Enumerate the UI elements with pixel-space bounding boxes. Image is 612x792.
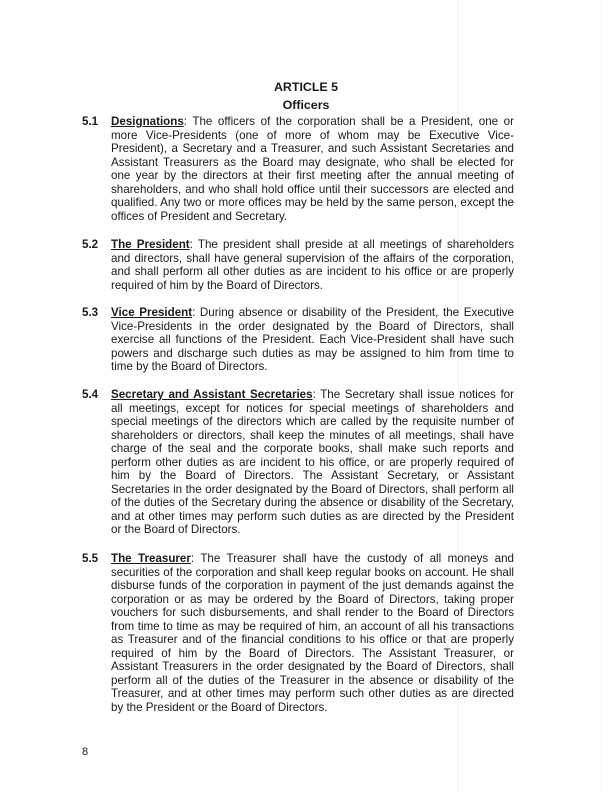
section-5-1 <box>82 115 514 223</box>
section-number: 5.3 <box>82 306 99 319</box>
section-5-5 <box>82 552 514 715</box>
section-body <box>111 238 514 292</box>
section-5-2 <box>82 238 514 292</box>
section-5-4 <box>82 388 514 537</box>
article-title: ARTICLE 5 <box>273 80 339 94</box>
page-number: 8 <box>82 746 89 758</box>
section-text: : The president shall preside at all meetings of shareholders and directors, shall have general supervision of the affairs of the corporation, and shall perform all other duties as are incident to his office or are properly required of him by the Board of Directors. <box>111 238 514 292</box>
section-number: 5.2 <box>82 238 99 251</box>
section-heading: The President <box>111 238 190 251</box>
article-subtitle: Officers <box>282 98 330 112</box>
section-text: : The Secretary shall issue notices for all meetings, except for notices for special meetings of shareholders and special meetings of the directors which are called by the requisite number of shareholders or directors, shall keep the minutes of all meetings, shall have charge of the seal and the corporate books, shall make such reports and perform other duties as are incident to his office, or are properly required of him by the Board of Directors. The Assistant Secretary, or Assistant Secretaries in the order designated by the Board of Directors, shall perform all of the duties of the Secretary during the absence or disability of the Secretary, and at other times may perform such duties as are directed by the President or the Board of Directors. <box>111 388 514 537</box>
section-body <box>111 115 514 223</box>
section-text: : The Treasurer shall have the custody of all moneys and securities of the corporation and shall keep regular books on account. He shall disburse funds of the corporation in payment of the just demands against the corporation or as may be ordered by the Board of Directors, taking proper vouchers for such disbursements, and shall render to the Board of Directors from time to time as may be required of him, an account of all his transactions as Treasurer and of the financial conditions to his office or that are properly required of him by the Board of Directors. The Assistant Treasurer, or Assistant Treasurers in the order designated by the Board of Directors, shall perform all of the duties of the Treasurer in the absence or disability of the Treasurer, and at other times may perform such other duties as are directed by the President or the Board of Directors. <box>111 552 514 715</box>
section-body <box>111 306 514 374</box>
section-number: 5.1 <box>82 115 99 128</box>
section-text: : The officers of the corporation shall be a President, one or more Vice-Presidents (one of more of whom may be Executive Vice-President), a Secretary and a Treasurer, and such Assistant Secretaries and Assistant Treasurers as the Board may designate, who shall be elected for one year by the directors at their first meeting after the annual meeting of shareholders, and who shall hold office until their successors are elected and qualified. Any two or more offices may be held by the same person, except the offices of President and Secretary. <box>111 115 514 223</box>
section-text: : During absence or disability of the President, the Executive Vice-Presidents in the order designated by the Board of Directors, shall exercise all functions of the President. Each Vice-President shall have such powers and discharge such duties as may be assigned to him from time to time by the Board of Directors. <box>111 306 514 374</box>
section-body <box>111 388 514 537</box>
section-heading: Vice President <box>111 306 193 319</box>
section-heading: The Treasurer <box>111 552 191 565</box>
section-5-3 <box>82 306 514 374</box>
section-number: 5.5 <box>82 552 99 565</box>
section-heading: Designations <box>111 115 184 128</box>
section-heading: Secretary and Assistant Secretaries <box>111 388 313 401</box>
scan-artifact-line <box>601 0 602 792</box>
section-body <box>111 552 514 715</box>
section-number: 5.4 <box>82 388 99 401</box>
